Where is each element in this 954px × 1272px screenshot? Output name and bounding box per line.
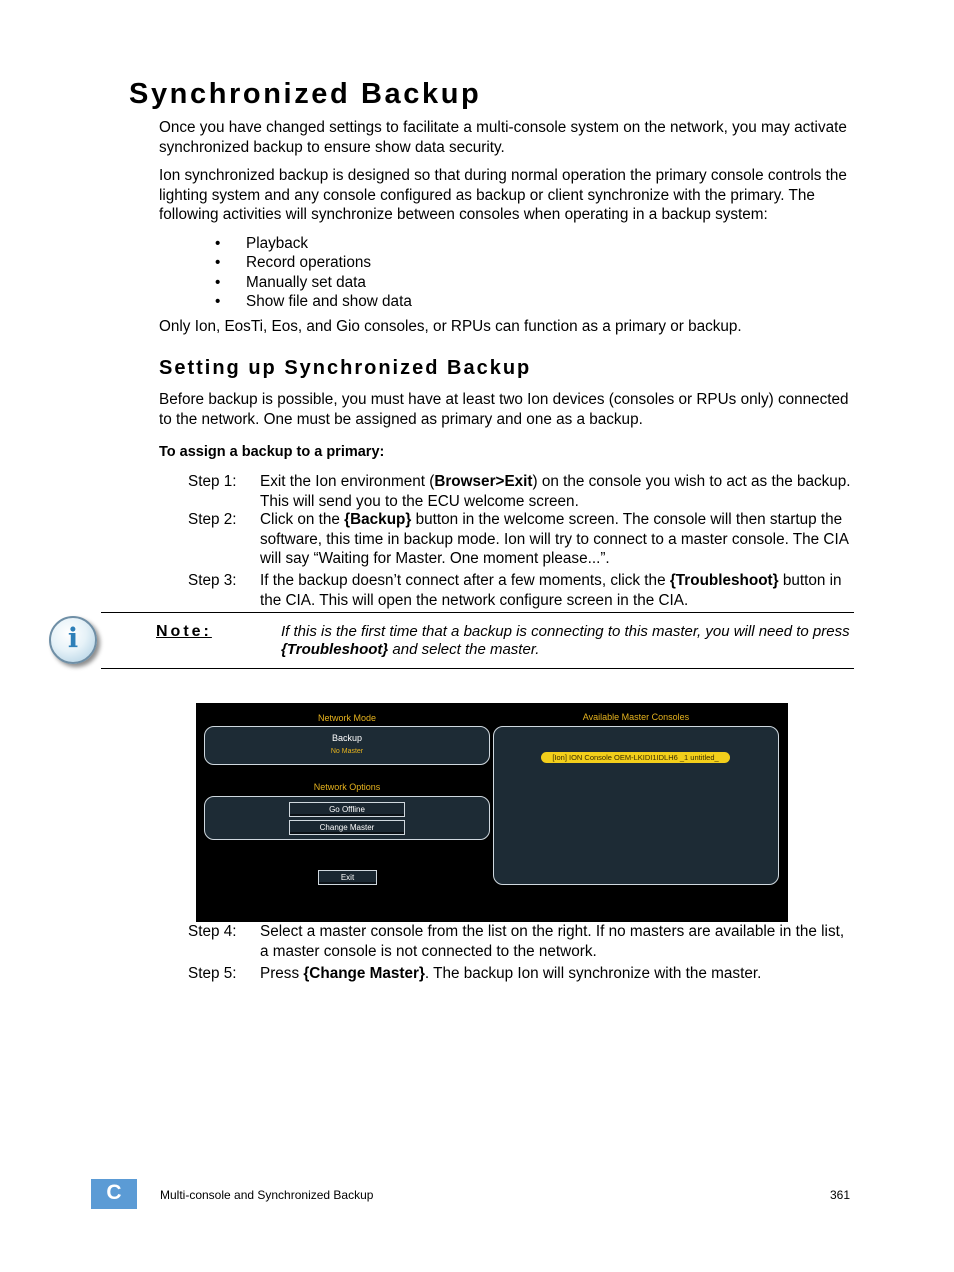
network-mode-panel (204, 726, 490, 765)
page-title: Synchronized Backup (129, 78, 482, 110)
master-console-item[interactable]: [Ion] ION Console OEM-LKIDI1IDLH6 _1 untitled_ (541, 752, 730, 763)
footer-title: Multi-console and Synchronized Backup (160, 1188, 374, 1202)
note-divider-bottom (101, 668, 854, 669)
list-item: • Playback (215, 235, 309, 252)
list-item: • Record operations (215, 254, 371, 272)
network-mode-caption: Network Mode (317, 713, 377, 723)
note-text: If this is the first time that a backup is connecting to this master, you will need to press {Troubleshoot} and select the master. (281, 623, 850, 658)
list-item: • Show file and show data (215, 292, 412, 310)
page-number: 361 (830, 1188, 851, 1202)
mode-value: Backup (331, 733, 363, 743)
step-label: Step 4: (188, 923, 237, 940)
procedure-heading: To assign a backup to a primary: (159, 444, 385, 460)
go-offline-button[interactable]: Go Offline (289, 802, 405, 817)
available-masters-list (493, 726, 779, 885)
activity-list (159, 234, 412, 311)
step-label: Step 1: (188, 473, 237, 490)
note-divider-top (101, 612, 854, 613)
section-heading: Setting up Synchronized Backup (159, 357, 532, 379)
step-label: Step 5: (188, 965, 237, 982)
change-master-button[interactable]: Change Master (289, 820, 405, 835)
bullet-marker: • (215, 292, 221, 310)
network-options-caption: Network Options (313, 782, 381, 792)
step-label: Step 3: (188, 572, 237, 589)
available-masters-caption: Available Master Consoles (582, 712, 690, 722)
consoles-paragraph: Only Ion, EosTi, Eos, and Gio consoles, or RPUs can function as a primary or backup. (159, 318, 742, 335)
info-icon: i (49, 616, 97, 664)
intro-paragraph: Once you have changed settings to facilitate a multi-console system on the network, you may activate synchronized backup to ensure show data security. (159, 119, 847, 156)
list-item: • Manually set data (215, 273, 366, 291)
setup-paragraph: Before backup is possible, you must have at least two Ion devices (consoles or RPUs only) connected to the network. One must be assigned as primary and one as a backup. (159, 391, 849, 428)
appendix-tab: C (91, 1179, 137, 1209)
bullet-marker: • (215, 273, 221, 291)
intro-paragraph: Ion synchronized backup is designed so that during normal operation the primary console controls the lighting system and any console configured as backup or client synchronize with the primary. The following activities will synchronize between consoles when operating in a backup system: (159, 167, 847, 224)
exit-button[interactable]: Exit (318, 870, 377, 885)
note-label: Note: (156, 623, 212, 640)
step-label: Step 2: (188, 511, 237, 528)
mode-status: No Master (330, 748, 364, 755)
network-configure-screenshot (196, 703, 788, 922)
bullet-marker: • (215, 235, 221, 252)
bullet-marker: • (215, 254, 221, 272)
